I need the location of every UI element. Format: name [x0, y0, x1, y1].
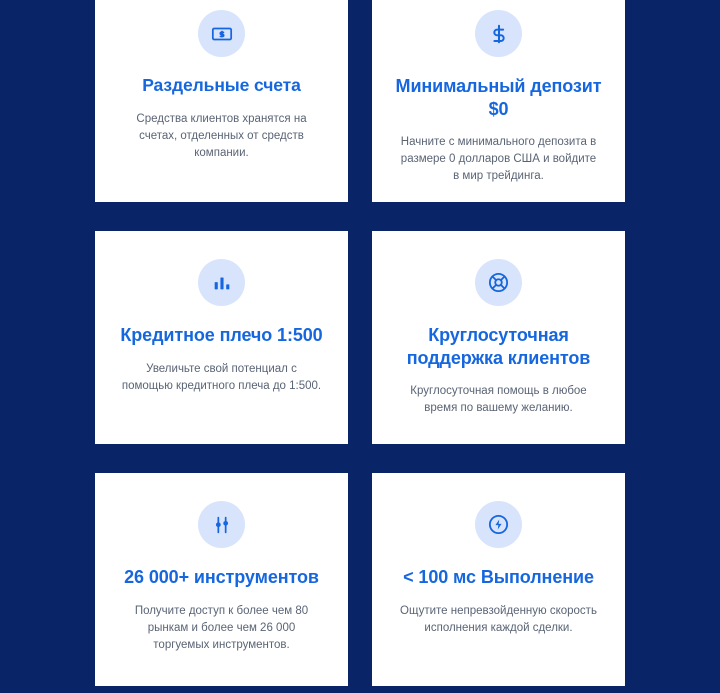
card-description: Средства клиентов хранятся на счетах, отделенных от средств компании. [136, 112, 307, 159]
card-title: Раздельные счета [142, 75, 301, 95]
feature-card [372, 231, 625, 444]
feature-card [372, 473, 625, 686]
card-description: Увеличьте свой потенциал с помощью кредитного плеча до 1:500. [121, 362, 322, 392]
dollar-sign-icon [475, 10, 522, 57]
feature-card [372, 0, 625, 202]
card-title: Минимальный депозит $0 [395, 76, 602, 119]
sliders-icon [198, 501, 245, 548]
card-description: Получите доступ к более чем 80 рынкам и более чем 26 000 торгуемых инструментов. [134, 604, 309, 651]
card-title: Кредитное плечо 1:500 [120, 325, 323, 345]
banknote-dollar-icon [198, 10, 245, 57]
card-description: Круглосуточная помощь в любое время по вашему желанию. [410, 385, 587, 415]
life-buoy-icon [475, 259, 522, 306]
feature-card [95, 231, 348, 444]
card-title: Круглосуточная поддержка клиентов [406, 325, 591, 368]
card-title: < 100 мс Выполнение [403, 567, 594, 587]
lightning-bolt-icon [475, 501, 522, 548]
card-description: Ощутите непревзойденную скорость исполнения каждой сделки. [400, 604, 597, 634]
feature-card [95, 0, 348, 202]
card-description: Начните с минимального депозита в размере 0 долларов США и войдите в мир трейдинга. [400, 136, 597, 183]
feature-card [95, 473, 348, 686]
card-title: 26 000+ инструментов [124, 567, 319, 587]
bar-chart-icon [198, 259, 245, 306]
